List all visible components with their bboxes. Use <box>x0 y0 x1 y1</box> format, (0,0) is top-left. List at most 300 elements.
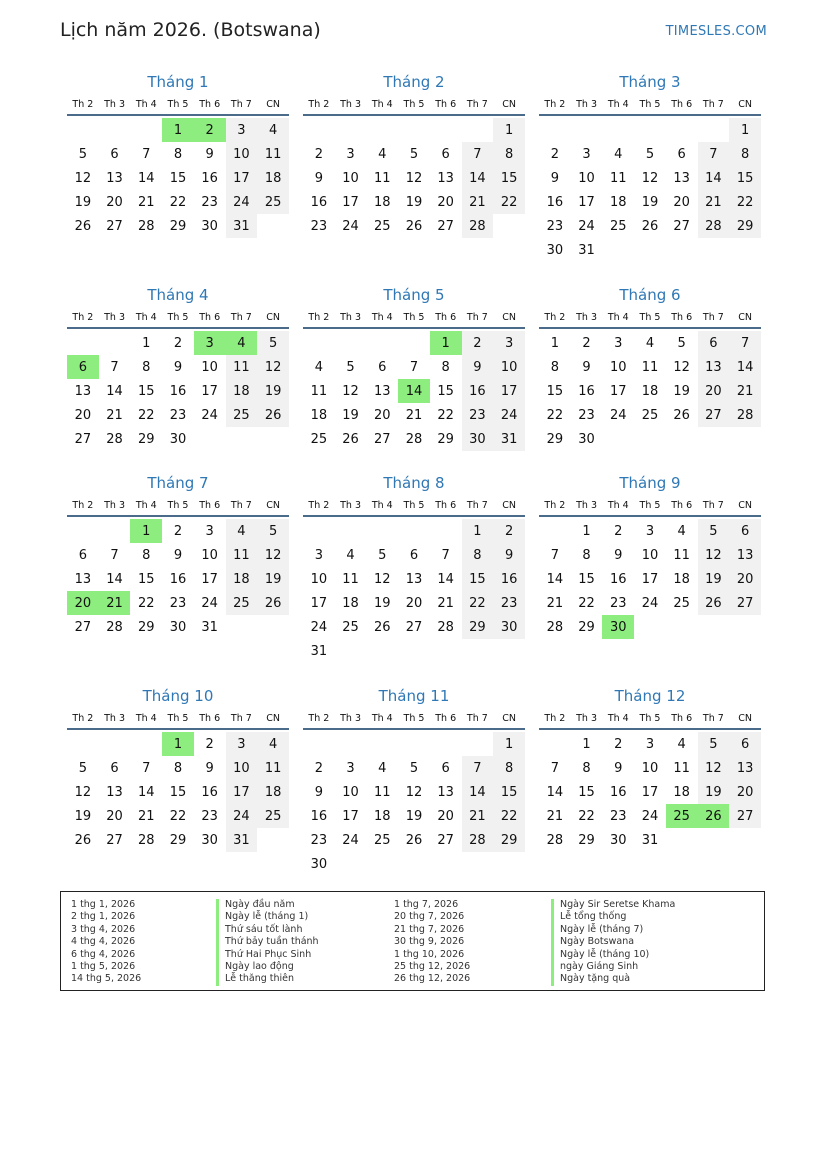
calendar-day[interactable]: 27 <box>106 218 123 234</box>
calendar-day[interactable]: 21 <box>405 407 423 423</box>
calendar-day[interactable]: 30 <box>546 242 564 258</box>
calendar-day[interactable]: 5 <box>346 359 355 375</box>
calendar-day[interactable]: 18 <box>673 571 690 587</box>
calendar-day[interactable]: 7 <box>462 756 494 780</box>
calendar-day[interactable]: 10 <box>578 170 595 186</box>
calendar-day[interactable]: 31 <box>310 643 328 659</box>
calendar-day[interactable]: 7 <box>142 146 151 162</box>
calendar-day[interactable]: 26 <box>698 591 730 615</box>
calendar-day[interactable]: 4 <box>257 732 289 756</box>
calendar-day[interactable]: 10 <box>226 142 258 166</box>
calendar-day[interactable]: 15 <box>169 170 187 186</box>
calendar-day[interactable]: 23 <box>201 194 218 210</box>
calendar-day[interactable]: 6 <box>409 547 419 563</box>
calendar-day[interactable]: 30 <box>609 832 627 848</box>
calendar-day[interactable]: 15 <box>546 383 564 399</box>
calendar-day[interactable]: 6 <box>67 355 99 379</box>
calendar-day[interactable]: 7 <box>142 760 151 776</box>
calendar-day[interactable]: 9 <box>582 359 591 375</box>
calendar-day[interactable]: 2 <box>614 523 623 539</box>
calendar-day[interactable]: 10 <box>641 547 659 563</box>
calendar-day[interactable]: 28 <box>405 431 423 447</box>
calendar-day[interactable]: 28 <box>546 619 564 635</box>
calendar-day[interactable]: 4 <box>346 547 355 563</box>
calendar-day[interactable]: 25 <box>673 595 690 611</box>
calendar-day[interactable]: 7 <box>110 359 119 375</box>
calendar-day[interactable]: 8 <box>582 760 591 776</box>
calendar-day[interactable]: 23 <box>201 808 218 824</box>
calendar-day[interactable]: 12 <box>74 784 92 800</box>
calendar-day[interactable]: 3 <box>614 335 623 351</box>
calendar-day[interactable]: 11 <box>342 571 359 587</box>
calendar-day[interactable]: 19 <box>74 808 92 824</box>
calendar-day[interactable]: 1 <box>550 335 559 351</box>
calendar-day[interactable]: 4 <box>614 146 623 162</box>
calendar-day[interactable]: 22 <box>437 407 454 423</box>
calendar-day[interactable]: 9 <box>614 760 623 776</box>
calendar-day[interactable]: 14 <box>437 571 454 587</box>
calendar-day[interactable]: 8 <box>582 547 591 563</box>
calendar-day[interactable]: 2 <box>173 523 183 539</box>
calendar-day[interactable]: 26 <box>698 804 730 828</box>
calendar-day[interactable]: 11 <box>673 547 690 563</box>
calendar-day[interactable]: 27 <box>405 619 423 635</box>
calendar-day[interactable]: 8 <box>462 543 494 567</box>
calendar-day[interactable]: 24 <box>201 407 218 423</box>
calendar-day[interactable]: 5 <box>409 760 419 776</box>
calendar-day[interactable]: 30 <box>493 615 525 639</box>
calendar-day[interactable]: 22 <box>169 194 187 210</box>
calendar-day[interactable]: 6 <box>677 146 686 162</box>
calendar-day[interactable]: 4 <box>378 146 387 162</box>
calendar-day[interactable]: 19 <box>342 407 359 423</box>
calendar-day[interactable]: 3 <box>582 146 591 162</box>
calendar-day[interactable]: 26 <box>257 591 289 615</box>
calendar-day[interactable]: 22 <box>169 808 187 824</box>
calendar-day[interactable]: 1 <box>162 732 194 756</box>
calendar-day[interactable]: 6 <box>110 146 119 162</box>
calendar-day[interactable]: 16 <box>493 567 525 591</box>
calendar-day[interactable]: 13 <box>74 571 92 587</box>
calendar-day[interactable]: 6 <box>698 331 730 355</box>
calendar-day[interactable]: 17 <box>342 808 359 824</box>
calendar-day[interactable]: 22 <box>546 407 564 423</box>
calendar-day[interactable]: 24 <box>342 218 359 234</box>
calendar-day[interactable]: 21 <box>462 190 494 214</box>
calendar-day[interactable]: 26 <box>74 832 92 848</box>
calendar-day[interactable]: 15 <box>437 383 454 399</box>
calendar-day[interactable]: 9 <box>173 547 183 563</box>
calendar-day[interactable]: 11 <box>609 170 627 186</box>
calendar-day[interactable]: 25 <box>257 190 289 214</box>
calendar-day[interactable]: 5 <box>677 335 686 351</box>
calendar-day[interactable]: 24 <box>201 595 218 611</box>
calendar-day[interactable]: 18 <box>257 780 289 804</box>
calendar-day[interactable]: 5 <box>257 331 289 355</box>
calendar-day[interactable]: 21 <box>106 407 123 423</box>
calendar-day[interactable]: 31 <box>641 832 659 848</box>
calendar-day[interactable]: 8 <box>493 756 525 780</box>
calendar-day[interactable]: 21 <box>437 595 454 611</box>
calendar-day[interactable]: 12 <box>673 359 690 375</box>
calendar-day[interactable]: 24 <box>641 808 659 824</box>
calendar-day[interactable]: 3 <box>194 331 226 355</box>
calendar-day[interactable]: 14 <box>546 784 564 800</box>
calendar-day[interactable]: 1 <box>729 118 761 142</box>
calendar-day[interactable]: 7 <box>462 142 494 166</box>
calendar-day[interactable]: 15 <box>137 571 155 587</box>
calendar-day[interactable]: 23 <box>578 407 595 423</box>
calendar-day[interactable]: 2 <box>614 736 623 752</box>
calendar-day[interactable]: 19 <box>74 194 92 210</box>
calendar-day[interactable]: 6 <box>729 519 761 543</box>
calendar-day[interactable]: 4 <box>226 331 258 355</box>
calendar-day[interactable]: 4 <box>378 760 387 776</box>
calendar-day[interactable]: 11 <box>226 543 258 567</box>
calendar-day[interactable]: 23 <box>169 407 187 423</box>
calendar-day[interactable]: 5 <box>409 146 419 162</box>
calendar-day[interactable]: 8 <box>142 359 151 375</box>
calendar-day[interactable]: 2 <box>205 736 214 752</box>
calendar-day[interactable]: 11 <box>373 170 391 186</box>
calendar-day[interactable]: 11 <box>226 355 258 379</box>
calendar-day[interactable]: 14 <box>698 166 730 190</box>
calendar-day[interactable]: 17 <box>201 571 218 587</box>
calendar-day[interactable]: 25 <box>310 431 328 447</box>
calendar-day[interactable]: 21 <box>698 190 730 214</box>
calendar-day[interactable]: 13 <box>673 170 690 186</box>
calendar-day[interactable]: 25 <box>226 591 258 615</box>
calendar-day[interactable]: 13 <box>373 383 391 399</box>
calendar-day[interactable]: 3 <box>645 736 655 752</box>
calendar-day[interactable]: 4 <box>645 335 655 351</box>
calendar-day[interactable]: 22 <box>493 804 525 828</box>
calendar-day[interactable]: 31 <box>201 619 218 635</box>
calendar-day[interactable]: 3 <box>493 331 525 355</box>
calendar-day[interactable]: 14 <box>546 571 564 587</box>
calendar-day[interactable]: 23 <box>462 403 494 427</box>
calendar-day[interactable]: 19 <box>405 194 423 210</box>
calendar-day[interactable]: 6 <box>78 547 87 563</box>
calendar-day[interactable]: 28 <box>729 403 761 427</box>
calendar-day[interactable]: 15 <box>578 571 595 587</box>
calendar-day[interactable]: 7 <box>729 331 761 355</box>
calendar-day[interactable]: 27 <box>106 832 123 848</box>
calendar-day[interactable]: 22 <box>493 190 525 214</box>
calendar-day[interactable]: 1 <box>493 118 525 142</box>
calendar-day[interactable]: 19 <box>257 379 289 403</box>
calendar-day[interactable]: 25 <box>666 804 698 828</box>
calendar-day[interactable]: 3 <box>226 118 258 142</box>
calendar-day[interactable]: 8 <box>142 547 151 563</box>
calendar-day[interactable]: 16 <box>578 383 595 399</box>
calendar-day[interactable]: 27 <box>729 591 761 615</box>
calendar-day[interactable]: 28 <box>462 214 494 238</box>
calendar-day[interactable]: 9 <box>614 547 623 563</box>
calendar-day[interactable]: 26 <box>74 218 92 234</box>
calendar-day[interactable]: 22 <box>462 591 494 615</box>
calendar-day[interactable]: 13 <box>106 170 123 186</box>
calendar-day[interactable]: 3 <box>314 547 323 563</box>
calendar-day[interactable]: 28 <box>137 218 155 234</box>
calendar-day[interactable]: 29 <box>137 619 155 635</box>
calendar-day[interactable]: 8 <box>729 142 761 166</box>
calendar-day[interactable]: 9 <box>314 170 323 186</box>
calendar-day[interactable]: 20 <box>106 808 123 824</box>
calendar-day[interactable]: 21 <box>546 808 564 824</box>
calendar-day[interactable]: 13 <box>698 355 730 379</box>
calendar-day[interactable]: 7 <box>550 760 559 776</box>
calendar-day[interactable]: 22 <box>578 595 595 611</box>
calendar-day[interactable]: 12 <box>641 170 659 186</box>
calendar-day[interactable]: 19 <box>698 567 730 591</box>
calendar-day[interactable]: 9 <box>462 355 494 379</box>
calendar-day[interactable]: 3 <box>346 760 355 776</box>
calendar-day[interactable]: 21 <box>137 808 155 824</box>
calendar-day[interactable]: 5 <box>698 519 730 543</box>
calendar-day[interactable]: 11 <box>641 359 659 375</box>
calendar-day[interactable]: 22 <box>729 190 761 214</box>
calendar-day[interactable]: 18 <box>257 166 289 190</box>
calendar-day[interactable]: 16 <box>609 784 627 800</box>
calendar-day[interactable]: 5 <box>378 547 387 563</box>
calendar-day[interactable]: 14 <box>462 166 494 190</box>
calendar-day[interactable]: 7 <box>441 547 450 563</box>
calendar-day[interactable]: 28 <box>137 832 155 848</box>
calendar-day[interactable]: 23 <box>493 591 525 615</box>
calendar-day[interactable]: 29 <box>169 832 187 848</box>
calendar-day[interactable]: 9 <box>205 760 214 776</box>
calendar-day[interactable]: 12 <box>257 543 289 567</box>
calendar-day[interactable]: 17 <box>226 780 258 804</box>
calendar-day[interactable]: 11 <box>673 760 690 776</box>
calendar-day[interactable]: 25 <box>641 407 659 423</box>
calendar-day[interactable]: 11 <box>373 784 391 800</box>
calendar-day[interactable]: 30 <box>578 431 595 447</box>
calendar-day[interactable]: 19 <box>673 383 690 399</box>
calendar-day[interactable]: 23 <box>546 218 564 234</box>
calendar-day[interactable]: 8 <box>441 359 450 375</box>
calendar-day[interactable]: 17 <box>310 595 328 611</box>
calendar-day[interactable]: 31 <box>493 427 525 451</box>
calendar-day[interactable]: 28 <box>462 828 494 852</box>
calendar-day[interactable]: 26 <box>373 619 391 635</box>
calendar-day[interactable]: 12 <box>405 170 423 186</box>
calendar-day[interactable]: 26 <box>405 218 423 234</box>
calendar-day[interactable]: 29 <box>546 431 564 447</box>
calendar-day[interactable]: 5 <box>257 519 289 543</box>
calendar-day[interactable]: 24 <box>493 403 525 427</box>
calendar-day[interactable]: 6 <box>441 146 450 162</box>
calendar-day[interactable]: 30 <box>602 615 634 639</box>
calendar-day[interactable]: 4 <box>257 118 289 142</box>
calendar-day[interactable]: 3 <box>226 732 258 756</box>
calendar-day[interactable]: 1 <box>162 118 194 142</box>
calendar-day[interactable]: 13 <box>405 571 423 587</box>
calendar-day[interactable]: 17 <box>609 383 627 399</box>
calendar-day[interactable]: 13 <box>437 784 454 800</box>
calendar-day[interactable]: 20 <box>729 780 761 804</box>
calendar-day[interactable]: 15 <box>169 784 187 800</box>
calendar-day[interactable]: 15 <box>137 383 155 399</box>
calendar-day[interactable]: 7 <box>698 142 730 166</box>
calendar-day[interactable]: 30 <box>201 218 218 234</box>
calendar-day[interactable]: 25 <box>373 832 391 848</box>
calendar-day[interactable]: 30 <box>310 856 328 872</box>
calendar-day[interactable]: 17 <box>226 166 258 190</box>
calendar-day[interactable]: 8 <box>173 760 183 776</box>
calendar-day[interactable]: 8 <box>550 359 559 375</box>
calendar-day[interactable]: 31 <box>226 828 258 852</box>
calendar-day[interactable]: 18 <box>609 194 627 210</box>
calendar-day[interactable]: 29 <box>578 619 595 635</box>
calendar-day[interactable]: 1 <box>430 331 462 355</box>
calendar-day[interactable]: 23 <box>310 218 328 234</box>
calendar-day[interactable]: 9 <box>205 146 214 162</box>
calendar-day[interactable]: 12 <box>698 756 730 780</box>
calendar-day[interactable]: 20 <box>698 379 730 403</box>
calendar-day[interactable]: 20 <box>437 808 454 824</box>
calendar-day[interactable]: 3 <box>205 523 214 539</box>
calendar-day[interactable]: 26 <box>257 403 289 427</box>
calendar-day[interactable]: 13 <box>106 784 123 800</box>
calendar-day[interactable]: 17 <box>342 194 359 210</box>
calendar-day[interactable]: 21 <box>546 595 564 611</box>
calendar-day[interactable]: 23 <box>310 832 328 848</box>
calendar-day[interactable]: 16 <box>201 170 218 186</box>
calendar-day[interactable]: 27 <box>437 832 454 848</box>
calendar-day[interactable]: 31 <box>226 214 258 238</box>
calendar-day[interactable]: 14 <box>137 784 155 800</box>
calendar-day[interactable]: 10 <box>226 756 258 780</box>
calendar-day[interactable]: 12 <box>373 571 391 587</box>
calendar-day[interactable]: 12 <box>74 170 92 186</box>
calendar-day[interactable]: 24 <box>226 190 258 214</box>
calendar-day[interactable]: 19 <box>641 194 659 210</box>
calendar-day[interactable]: 20 <box>106 194 123 210</box>
calendar-day[interactable]: 15 <box>462 567 494 591</box>
calendar-day[interactable]: 23 <box>609 808 627 824</box>
calendar-day[interactable]: 4 <box>226 519 258 543</box>
calendar-day[interactable]: 27 <box>437 218 454 234</box>
calendar-day[interactable]: 29 <box>169 218 187 234</box>
calendar-day[interactable]: 1 <box>493 732 525 756</box>
calendar-day[interactable]: 2 <box>314 760 323 776</box>
calendar-day[interactable]: 20 <box>74 407 92 423</box>
calendar-day[interactable]: 1 <box>582 736 591 752</box>
calendar-day[interactable]: 16 <box>609 571 627 587</box>
calendar-day[interactable]: 25 <box>226 403 258 427</box>
calendar-day[interactable]: 8 <box>493 142 525 166</box>
calendar-day[interactable]: 10 <box>310 571 328 587</box>
calendar-day[interactable]: 14 <box>106 571 123 587</box>
calendar-day[interactable]: 24 <box>226 804 258 828</box>
calendar-day[interactable]: 17 <box>493 379 525 403</box>
calendar-day[interactable]: 28 <box>106 619 123 635</box>
calendar-day[interactable]: 11 <box>257 142 289 166</box>
calendar-day[interactable]: 1 <box>142 335 151 351</box>
calendar-day[interactable]: 15 <box>578 784 595 800</box>
calendar-day[interactable]: 24 <box>342 832 359 848</box>
calendar-day[interactable]: 16 <box>310 808 328 824</box>
calendar-day[interactable]: 22 <box>137 595 155 611</box>
calendar-day[interactable]: 31 <box>578 242 595 258</box>
calendar-day[interactable]: 29 <box>437 431 454 447</box>
calendar-day[interactable]: 28 <box>437 619 454 635</box>
calendar-day[interactable]: 16 <box>310 194 328 210</box>
calendar-day[interactable]: 20 <box>729 567 761 591</box>
calendar-day[interactable]: 21 <box>99 591 131 615</box>
calendar-day[interactable]: 26 <box>342 431 359 447</box>
calendar-day[interactable]: 4 <box>677 736 686 752</box>
calendar-day[interactable]: 7 <box>409 359 419 375</box>
calendar-day[interactable]: 26 <box>641 218 659 234</box>
calendar-day[interactable]: 27 <box>698 403 730 427</box>
calendar-day[interactable]: 2 <box>173 335 183 351</box>
calendar-day[interactable]: 7 <box>550 547 559 563</box>
calendar-day[interactable]: 10 <box>201 547 218 563</box>
calendar-day[interactable]: 12 <box>698 543 730 567</box>
calendar-day[interactable]: 29 <box>578 832 595 848</box>
calendar-day[interactable]: 27 <box>74 619 92 635</box>
calendar-day[interactable]: 29 <box>137 431 155 447</box>
calendar-day[interactable]: 10 <box>493 355 525 379</box>
calendar-day[interactable]: 5 <box>645 146 655 162</box>
calendar-day[interactable]: 26 <box>673 407 690 423</box>
calendar-day[interactable]: 1 <box>582 523 591 539</box>
calendar-day[interactable]: 16 <box>546 194 564 210</box>
calendar-day[interactable]: 7 <box>110 547 119 563</box>
calendar-day[interactable]: 10 <box>201 359 218 375</box>
calendar-day[interactable]: 6 <box>110 760 119 776</box>
calendar-day[interactable]: 13 <box>74 383 92 399</box>
calendar-day[interactable]: 18 <box>673 784 690 800</box>
calendar-day[interactable]: 30 <box>169 619 187 635</box>
calendar-day[interactable]: 14 <box>729 355 761 379</box>
calendar-day[interactable]: 11 <box>257 756 289 780</box>
calendar-day[interactable]: 18 <box>641 383 659 399</box>
calendar-day[interactable]: 18 <box>226 567 258 591</box>
calendar-day[interactable]: 18 <box>373 194 391 210</box>
calendar-day[interactable]: 17 <box>641 784 659 800</box>
calendar-day[interactable]: 8 <box>173 146 183 162</box>
calendar-day[interactable]: 16 <box>462 379 494 403</box>
calendar-day[interactable]: 10 <box>609 359 627 375</box>
calendar-day[interactable]: 29 <box>462 615 494 639</box>
calendar-day[interactable]: 19 <box>257 567 289 591</box>
calendar-day[interactable]: 6 <box>378 359 387 375</box>
calendar-day[interactable]: 18 <box>310 407 328 423</box>
calendar-day[interactable]: 15 <box>493 166 525 190</box>
calendar-day[interactable]: 9 <box>493 543 525 567</box>
calendar-day[interactable]: 10 <box>641 760 659 776</box>
calendar-day[interactable]: 26 <box>405 832 423 848</box>
calendar-day[interactable]: 15 <box>493 780 525 804</box>
calendar-day[interactable]: 16 <box>169 571 187 587</box>
calendar-day[interactable]: 20 <box>405 595 423 611</box>
calendar-day[interactable]: 14 <box>106 383 123 399</box>
calendar-day[interactable]: 10 <box>342 170 359 186</box>
calendar-day[interactable]: 21 <box>729 379 761 403</box>
calendar-day[interactable]: 2 <box>582 335 591 351</box>
calendar-day[interactable]: 1 <box>462 519 494 543</box>
calendar-day[interactable]: 19 <box>373 595 391 611</box>
calendar-day[interactable]: 24 <box>609 407 627 423</box>
calendar-day[interactable]: 24 <box>641 595 659 611</box>
calendar-day[interactable]: 18 <box>342 595 359 611</box>
calendar-day[interactable]: 29 <box>729 214 761 238</box>
calendar-day[interactable]: 14 <box>137 170 155 186</box>
